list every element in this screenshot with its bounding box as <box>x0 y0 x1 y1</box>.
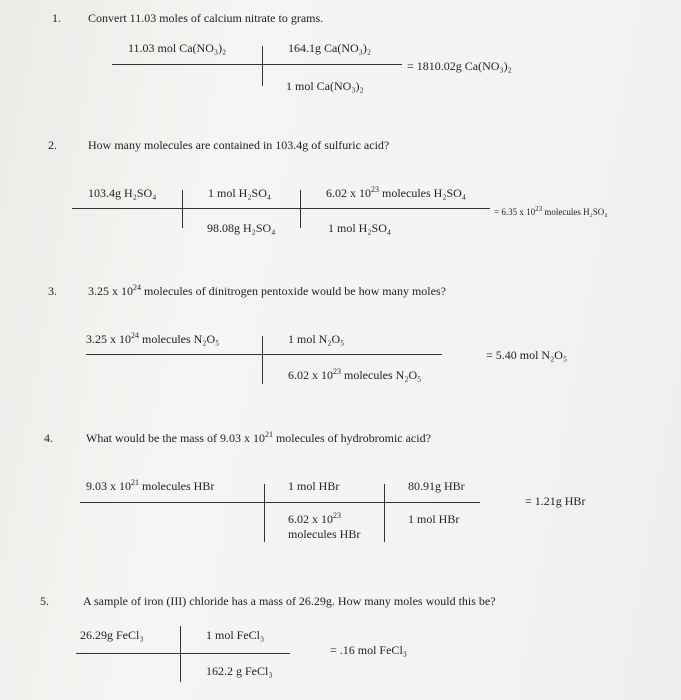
problem-1-fraction-line <box>112 64 402 65</box>
problem-4-col3-bottom: 1 mol HBr <box>408 512 460 526</box>
problem-2-col3-top: 6.02 x $10^{23}$ molecules H₂SO₄ <box>326 185 467 200</box>
problem-4-number: 4. <box>44 431 53 445</box>
problem-4-col2-bottom-line2: molecules HBr <box>288 527 361 541</box>
problem-3-divider <box>262 336 263 384</box>
problem-4-col2-bottom: 6.02 x $10^{23}$ <box>288 511 341 526</box>
problem-1-divider <box>262 46 263 86</box>
problem-3-col2-top: 1 mol N₂O₅ <box>288 332 345 346</box>
problem-2-col3-bottom: 1 mol H₂SO₄ <box>328 221 392 235</box>
problem-1-question: Convert 11.03 moles of calcium nitrate to grams. <box>88 11 324 25</box>
problem-2-answer: = 6.35 x $10^{23}$ molecules H₂SO₄ <box>494 205 608 217</box>
problem-3-question: 3.25 x $10^{24}$ molecules of dinitrogen pentoxide would be how many moles? <box>88 283 446 298</box>
problem-4-divider-1 <box>264 484 265 542</box>
problem-3-answer: = 5.40 mol N₂O₅ <box>486 348 568 362</box>
problem-1-col2-top: 164.1g Ca(NO₃)₂ <box>288 41 372 55</box>
problem-4-question: What would be the mass of 9.03 x $10^{21}$ molecules of hydrobromic acid? <box>86 430 431 445</box>
problem-4-col1-top: 9.03 x $10^{21}$ molecules HBr <box>86 478 215 493</box>
problem-4-col2-top: 1 mol HBr <box>288 479 340 493</box>
problem-1-number: 1. <box>52 11 61 25</box>
problem-5-fraction-line <box>76 653 290 654</box>
problem-4-fraction-line <box>80 502 480 503</box>
problem-1-answer: = 1810.02g Ca(NO₃)₂ <box>407 59 512 73</box>
problem-2-col1-top: 103.4g H₂SO₄ <box>88 186 157 200</box>
problem-5-col2-bottom: 162.2 g FeCl₃ <box>206 664 273 678</box>
problem-5-col2-top: 1 mol FeCl₃ <box>206 628 265 642</box>
problem-3-col2-bottom: 6.02 x $10^{23}$ molecules N₂O₅ <box>288 367 422 382</box>
problem-5-question: A sample of iron (III) chloride has a mass of 26.29g. How many moles would this be? <box>83 594 496 608</box>
problem-3-number: 3. <box>48 284 57 298</box>
problem-2-divider-1 <box>182 190 183 228</box>
problem-5-col1-top: 26.29g FeCl₃ <box>80 628 144 642</box>
problem-1-col2-bottom: 1 mol Ca(NO₃)₂ <box>286 79 364 93</box>
problem-2-col2-top: 1 mol H₂SO₄ <box>208 186 272 200</box>
problem-5-divider <box>180 626 181 682</box>
problem-5-number: 5. <box>40 594 49 608</box>
problem-5-answer: = .16 mol FeCl₃ <box>330 643 407 657</box>
problem-4-col3-top: 80.91g HBr <box>408 479 465 493</box>
problem-2-divider-2 <box>300 190 301 228</box>
problem-3-fraction-line <box>86 354 442 355</box>
problem-4-answer: = 1.21g HBr <box>525 494 586 508</box>
problem-2-question: How many molecules are contained in 103.4g of sulfuric acid? <box>88 138 390 152</box>
problem-2-col2-bottom: 98.08g H₂SO₄ <box>207 221 276 235</box>
problem-2-fraction-line <box>72 208 490 209</box>
problem-2-number: 2. <box>48 138 57 152</box>
problem-4-divider-2 <box>384 484 385 542</box>
problem-1-col1-top: 11.03 mol Ca(NO₃)₂ <box>128 41 227 55</box>
problem-3-col1-top: 3.25 x $10^{24}$ molecules N₂O₅ <box>86 331 220 346</box>
